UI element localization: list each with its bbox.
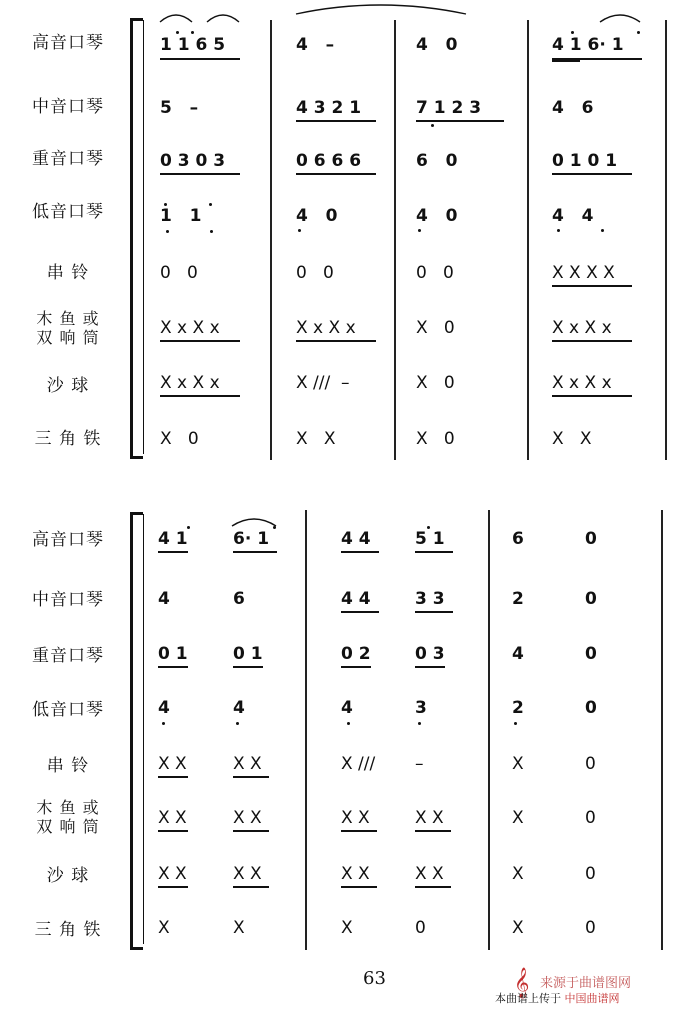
label-mid-harmonica-2: 中音口琴	[32, 590, 104, 610]
beam-s1-3	[416, 120, 504, 122]
barline-s2-1	[488, 510, 490, 950]
treble-clef-icon: 𝄞	[514, 968, 530, 998]
note-system2-mid-1: 6	[233, 589, 245, 609]
note-system2-bells-2: X ///	[341, 754, 376, 774]
note-system1-bells-0: 0 0	[160, 263, 198, 283]
note-system1-high-3: 4 1 6· 1	[552, 35, 624, 55]
label-woodblock-2a: 木 鱼 或	[36, 798, 100, 817]
note-system1-mid-1: 4 3 2 1	[296, 98, 362, 118]
note-system1-woodblock-1: X x X x	[296, 318, 356, 338]
beam-s1-12	[552, 395, 632, 397]
note-system1-bass-1: 4 0	[296, 206, 338, 226]
note-system2-high-3: 5 1	[415, 529, 445, 549]
note-system1-maracas-0: X x X x	[160, 373, 220, 393]
label-chord-harmonica-1: 重音口琴	[32, 149, 104, 169]
beam-s1-6	[552, 173, 632, 175]
barline-s1-0	[270, 20, 272, 460]
octave-dot-3	[637, 31, 640, 34]
note-system1-triangle-0: X 0	[160, 429, 199, 449]
note-system2-bass-0: 4	[158, 698, 170, 718]
note-system2-triangle-3: 0	[415, 918, 426, 938]
label-maracas-1: 沙 球	[46, 376, 90, 396]
octave-dot-9	[427, 526, 430, 529]
octave-dot-6	[209, 203, 212, 206]
note-system1-triangle-1: X X	[296, 429, 336, 449]
system-bracket-line-1	[143, 20, 144, 454]
beam-s2-16	[158, 886, 188, 888]
note-system2-maracas-0: X X	[158, 864, 187, 884]
slur-3	[600, 15, 640, 22]
slur-tie	[296, 5, 466, 14]
octave-dot-18	[514, 722, 517, 725]
beam-s1-9	[296, 340, 376, 342]
note-system2-triangle-2: X	[341, 918, 353, 938]
note-system2-maracas-1: X X	[233, 864, 262, 884]
octave-dot-11	[418, 229, 421, 232]
note-system1-woodblock-0: X x X x	[160, 318, 220, 338]
page-number: 63	[363, 968, 386, 989]
octave-dot-15	[236, 722, 239, 725]
system-bracket-1	[130, 18, 143, 459]
note-system2-chord-3: 0 3	[415, 644, 445, 664]
note-system2-maracas-3: X X	[415, 864, 444, 884]
watermark-text: 来源于曲谱图网	[540, 976, 632, 991]
octave-dot-16	[347, 722, 350, 725]
note-system2-woodblock-3: X X	[415, 808, 444, 828]
label-bass-harmonica-2: 低音口琴	[32, 700, 104, 720]
beam-s1-10	[552, 340, 632, 342]
label-maracas-2: 沙 球	[46, 866, 90, 886]
note-system1-high-1: 4 –	[296, 35, 335, 55]
beam-s1-11	[160, 395, 240, 397]
beam-s2-9	[415, 666, 445, 668]
beam-s2-4	[341, 611, 379, 613]
note-system1-chord-1: 0 6 6 6	[296, 151, 362, 171]
note-system1-triangle-3: X X	[552, 429, 592, 449]
note-system2-bells-1: X X	[233, 754, 262, 774]
beam-s2-12	[158, 830, 188, 832]
beam-s2-15	[415, 830, 451, 832]
note-system2-bells-5: 0	[585, 754, 596, 774]
beam-s1-0	[160, 58, 240, 60]
barline-s2-2	[661, 510, 663, 950]
beam-s2-6	[158, 666, 188, 668]
note-system1-maracas-1: X /// –	[296, 373, 350, 393]
note-system2-bass-3: 3	[415, 698, 427, 718]
octave-dot-2	[571, 31, 574, 34]
beam-s2-1	[233, 551, 277, 553]
label-bells-1: 串 铃	[46, 263, 90, 283]
note-system2-chord-1: 0 1	[233, 644, 263, 664]
note-system2-woodblock-5: 0	[585, 808, 596, 828]
slur-2	[207, 15, 239, 22]
note-system2-maracas-5: 0	[585, 864, 596, 884]
note-system1-bells-3: X X X X	[552, 263, 615, 283]
system-bracket-2	[130, 512, 143, 950]
beam-s2-14	[341, 830, 377, 832]
barline-s1-1	[394, 20, 396, 460]
note-system1-chord-0: 0 3 0 3	[160, 151, 226, 171]
note-system2-high-1: 6· 1	[233, 529, 270, 549]
note-system2-triangle-4: X	[512, 918, 524, 938]
system-bracket-line-2	[143, 514, 144, 944]
note-system2-mid-4: 2	[512, 589, 524, 609]
octave-dot-10	[298, 229, 301, 232]
label-woodblock-2b: 双 响 筒	[36, 817, 100, 836]
label-high-harmonica-2: 高音口琴	[32, 530, 104, 550]
barline-s1-3	[665, 20, 667, 460]
note-system2-triangle-5: 0	[585, 918, 596, 938]
note-system2-mid-3: 3 3	[415, 589, 445, 609]
note-system1-bass-3: 4 4	[552, 206, 594, 226]
beam-s1-8	[160, 340, 240, 342]
note-system2-woodblock-2: X X	[341, 808, 370, 828]
octave-dot-4	[431, 124, 434, 127]
beam-s1-13	[552, 60, 580, 62]
beam-s2-0	[158, 551, 188, 553]
note-system2-maracas-4: X	[512, 864, 524, 884]
note-system2-high-4: 6	[512, 529, 524, 549]
note-system1-bass-2: 4 0	[416, 206, 458, 226]
beam-s1-2	[296, 120, 376, 122]
note-system2-woodblock-1: X X	[233, 808, 262, 828]
note-system2-woodblock-0: X X	[158, 808, 187, 828]
note-system1-woodblock-3: X x X x	[552, 318, 612, 338]
slur-1	[160, 15, 192, 22]
note-system2-woodblock-4: X	[512, 808, 524, 828]
note-system2-chord-5: 0	[585, 644, 597, 664]
octave-dot-7	[187, 526, 190, 529]
label-bells-2: 串 铃	[46, 756, 90, 776]
beam-s2-5	[415, 611, 453, 613]
footer-upload-text: 本曲谱上传于	[495, 992, 561, 1005]
note-system2-bells-0: X X	[158, 754, 187, 774]
beam-s2-11	[233, 776, 269, 778]
barline-s1-2	[527, 20, 529, 460]
label-triangle-1: 三 角 铁	[34, 429, 102, 449]
note-system1-high-0: 1 1 6 5	[160, 35, 226, 55]
note-system1-chord-3: 0 1 0 1	[552, 151, 618, 171]
note-system2-bells-4: X	[512, 754, 524, 774]
label-bass-harmonica-1: 低音口琴	[32, 202, 104, 222]
note-system1-bass-0: 1 1	[160, 206, 202, 226]
note-system1-mid-2: 7 1 2 3	[416, 98, 482, 118]
note-system1-woodblock-2: X 0	[416, 318, 455, 338]
note-system1-maracas-3: X x X x	[552, 373, 612, 393]
beam-s1-5	[296, 173, 376, 175]
slur-4	[232, 519, 276, 526]
footer-site-text: 中国曲谱网	[564, 992, 620, 1005]
note-system1-bells-2: 0 0	[416, 263, 454, 283]
label-high-harmonica-1: 高音口琴	[32, 33, 104, 53]
note-system2-mid-0: 4	[158, 589, 170, 609]
beam-s2-3	[415, 551, 453, 553]
beam-s1-7	[552, 285, 632, 287]
note-system2-chord-2: 0 2	[341, 644, 371, 664]
octave-dot-17	[418, 722, 421, 725]
label-chord-harmonica-2: 重音口琴	[32, 646, 104, 666]
barline-s2-0	[305, 510, 307, 950]
octave-dot-8	[273, 526, 276, 529]
note-system1-mid-3: 4 6	[552, 98, 594, 118]
octave-dot-13	[601, 229, 604, 232]
beam-s2-2	[341, 551, 379, 553]
beam-s2-10	[158, 776, 188, 778]
octave-dot-5	[164, 203, 167, 206]
beam-s2-17	[233, 886, 269, 888]
octave-dot-1	[191, 31, 194, 34]
note-system2-bells-3: –	[415, 754, 424, 774]
beam-s2-13	[233, 830, 269, 832]
note-system2-triangle-0: X	[158, 918, 170, 938]
beam-s2-8	[341, 666, 371, 668]
octave-dot-14	[162, 722, 165, 725]
note-system1-triangle-2: X 0	[416, 429, 455, 449]
note-system2-mid-5: 0	[585, 589, 597, 609]
octave-dot-20	[210, 230, 213, 233]
note-system2-high-5: 0	[585, 529, 597, 549]
note-system2-high-0: 4 1	[158, 529, 188, 549]
note-system2-triangle-1: X	[233, 918, 245, 938]
note-system1-high-2: 4 0	[416, 35, 458, 55]
label-mid-harmonica-1: 中音口琴	[32, 97, 104, 117]
note-system2-chord-4: 4	[512, 644, 524, 664]
note-system1-maracas-2: X 0	[416, 373, 455, 393]
note-system2-bass-2: 4	[341, 698, 353, 718]
note-system2-chord-0: 0 1	[158, 644, 188, 664]
note-system2-bass-1: 4	[233, 698, 245, 718]
note-system1-mid-0: 5 –	[160, 98, 199, 118]
label-triangle-2: 三 角 铁	[34, 920, 102, 940]
beam-s2-7	[233, 666, 263, 668]
label-woodblock-1b: 双 响 筒	[36, 328, 100, 347]
note-system2-maracas-2: X X	[341, 864, 370, 884]
octave-dot-19	[166, 230, 169, 233]
note-system2-mid-2: 4 4	[341, 589, 371, 609]
beam-s2-18	[341, 886, 377, 888]
beam-s1-4	[160, 173, 240, 175]
octave-dot-12	[557, 229, 560, 232]
note-system2-high-2: 4 4	[341, 529, 371, 549]
beam-s2-19	[415, 886, 451, 888]
footer-text	[495, 990, 620, 1006]
note-system1-chord-2: 6 0	[416, 151, 458, 171]
note-system1-bells-1: 0 0	[296, 263, 334, 283]
octave-dot-0	[176, 31, 179, 34]
note-system2-bass-5: 0	[585, 698, 597, 718]
label-woodblock-1a: 木 鱼 或	[36, 309, 100, 328]
note-system2-bass-4: 2	[512, 698, 524, 718]
